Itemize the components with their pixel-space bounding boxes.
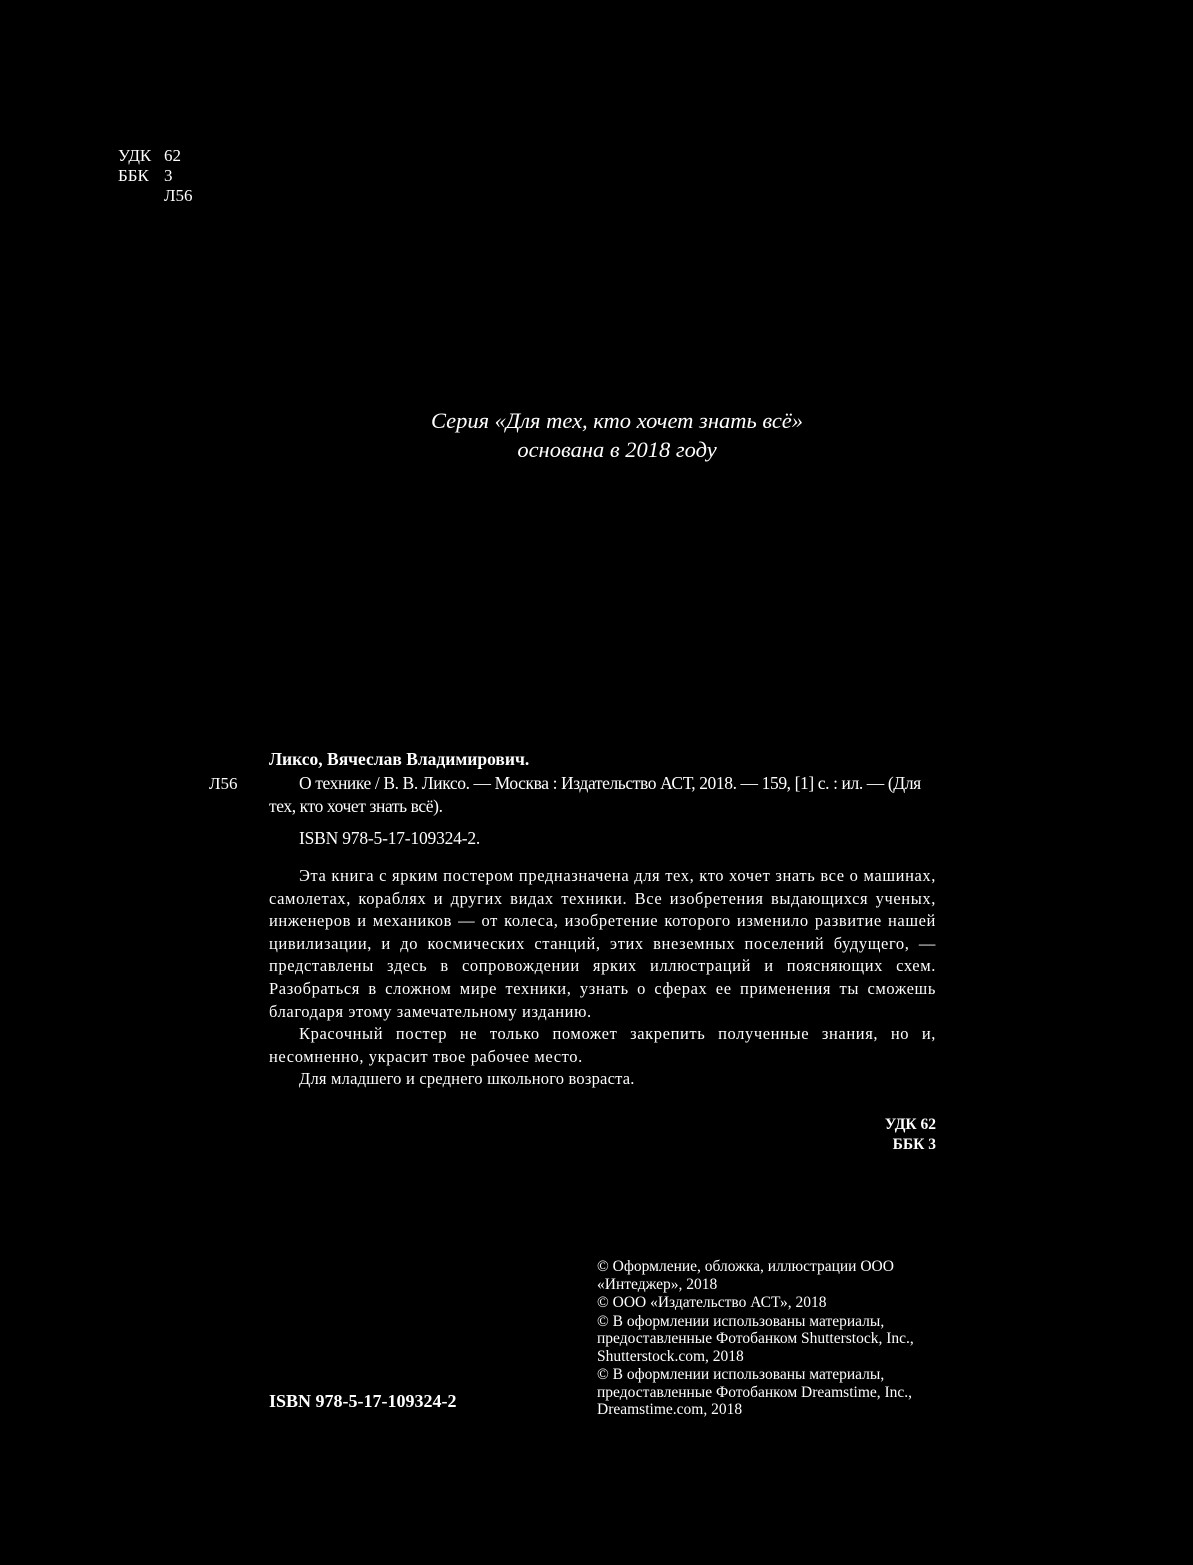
bbk-code: ББК 3 — [892, 1136, 936, 1153]
copyright-item: © ООО «Издательство АСТ», 2018 — [597, 1294, 827, 1311]
author-mark-top: Л56 — [164, 186, 193, 205]
copyright-item: © В оформлении использованы материалы, предоставленные Фотобанком Shutterstock, Inc., Shutterstock.com, 2018 — [597, 1312, 914, 1365]
udk-value: 62 — [164, 146, 181, 165]
copyright-notices — [597, 1258, 947, 1420]
isbn-entry: ISBN 978-5-17-109324-2. — [299, 828, 481, 848]
bbk-row — [118, 166, 193, 186]
author-mark-biblio: Л56 — [209, 774, 238, 793]
copyright-item: © В оформлении использованы материалы, предоставленные Фотобанком Dreamstime, Inc., Dreamstime.com, 2018 — [597, 1366, 913, 1418]
series-founded: основана в 2018 году — [517, 437, 717, 462]
copyright-item: © Оформление, обложка, иллюстрации ООО «Интеджер», 2018 — [597, 1258, 894, 1293]
series-note — [300, 406, 934, 464]
annotation-paragraph: Для младшего и среднего школьного возраста. — [299, 1069, 635, 1089]
bibliographic-entry: О технике / В. В. Ликсо. — Москва : Издательство АСТ, 2018. — 159, [1] с. : ил. — (Для тех, кто хочет знать всё). — [269, 773, 921, 816]
bibliographic-record — [269, 748, 936, 850]
series-title: Серия «Для тех, кто хочет знать всё» — [430, 408, 804, 433]
classification-codes-bottom — [885, 1115, 936, 1155]
udk-code: УДК 62 — [884, 1116, 936, 1133]
annotation — [269, 865, 936, 1091]
bbk-value: 3 — [164, 166, 173, 185]
classification-codes-top — [118, 146, 193, 206]
annotation-paragraph: Эта книга с ярким постером предназначена для тех, кто хочет знать все о машинах, самолетах, кораблях и других видах техники. Все изобретения выдающихся ученых, инженеров и механиков — от колеса, изобретение которого изменило развитие нашей цивилизации, и до космических станций, этих внеземных поселений будущего, — представлены здесь в сопровождении ярких иллюстраций и поясняющих схем. Разобраться в сложном мире техники, узнать о сферах ее применения ты сможешь благодаря этому замечательному изданию. — [269, 866, 936, 1021]
udk-row — [118, 146, 193, 166]
isbn-bottom: ISBN 978-5-17-109324-2 — [269, 1391, 457, 1411]
udk-label: УДК — [118, 146, 152, 165]
annotation-paragraph: Красочный постер не только поможет закрепить полученные знания, но и, несомненно, украсит твое рабочее место. — [269, 1024, 936, 1066]
author-name: Ликсо, Вячеслав Владимирович. — [269, 749, 530, 769]
bbk-label: ББК — [118, 166, 149, 185]
